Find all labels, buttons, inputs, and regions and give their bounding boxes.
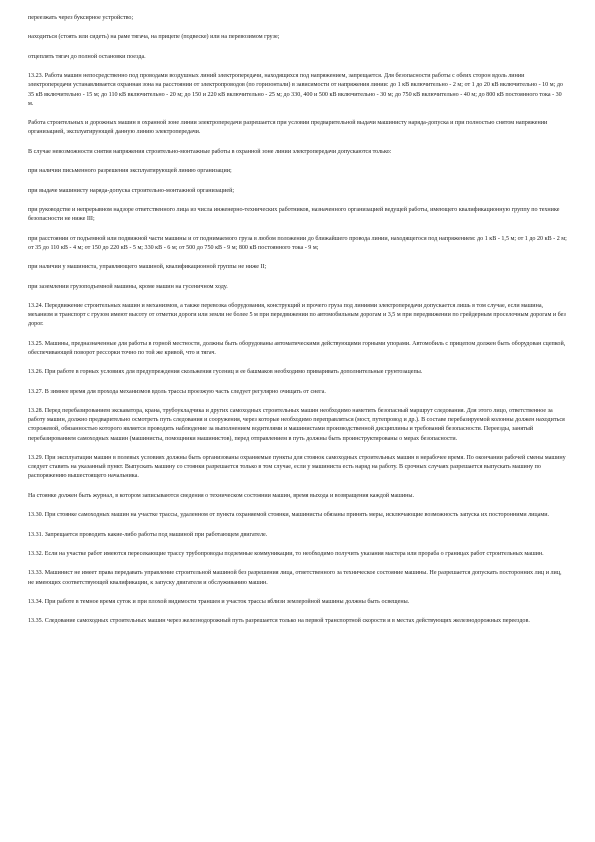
- document-paragraph: при расстоянии от подъемной или подвижной части машины и от поднимаемого груза в любом положении до ближайшего провода линии, находящегося под напряжением: до 1 кВ - 1,5 м; от 1 до 20 кВ - 2 м; от 35 до 110 кВ - 4 м; от 150 до 220 кВ - 5 м; 330 кВ - 6 м; от 500 до 750 кВ - 9 м; 800 кВ постоянного тока - 9 м;: [28, 235, 567, 251]
- document-paragraph: при руководстве и непрерывном надзоре ответственного лица из числа инженерно-технических работников, назначенного организацией ведущей работы, имеющего квалификационную группу по технике безопасности не ниже III;: [28, 206, 560, 223]
- section-13-27-paragraph: 13.27. В зимнее время для прохода механизмов вдоль трассы проезжую часть следует регулярно очищать от снега.: [28, 388, 326, 395]
- section-13-25-paragraph: 13.25. Машины, предназначенные для работы в горной местности, должны быть оборудованы автоматическими действующими горными упорами. Автомобиль с прицепом должен быть оборудован сцепкой, обеспечивающей поворот рессорки точно по той же кривой, что и тягач.: [28, 340, 566, 356]
- section-13-32-paragraph: 13.32. Если на участке работ имеются пересекающие трассу трубопроводы подземные коммуникации, то необходимо получить указания мастера или прораба о границах работ строительных машин.: [28, 551, 544, 558]
- document-paragraph: при наличии письменного разрешения эксплуатирующей линию организации;: [28, 168, 232, 175]
- section-13-28-paragraph: 13.28. Перед перебазированием экскаватора, крана, трубоукладчика и других самоходных строительных машин необходимо наметить безопасный маршрут следования. Для этого лицо, ответственное за работу машин, должно предварительно осмотреть путь следования и сооружения, через которые необходимо переправляться (мост, путепровод и др.). В составе перебазируемой колонны должен находиться сторожевой, обязанностью которого является проводить наблюдение за выполнением водителями и машинистами производственной дисциплины и требований безопасности. Переезды, занятый перебазированием самоходных машин (машинисты, помощники машинистов), перед отправлением в путь должны быть проинструктированы о мерах безопасности.: [28, 408, 565, 442]
- section-13-24-paragraph: 13.24. Передвижение строительных машин и механизмов, а также перевозка оборудования, конструкций и прочего груза под линиями электропередачи допускается лишь в том случае, если машина, механизм и транспорт с грузом имеют высоту от отметки дороги или земли не более 5 м при передвижении по автомобильным дорогам и 3,5 м при передвижении по грейдерным проселочным дорогам и без дорог.: [28, 302, 566, 328]
- document-paragraph: при наличии у машиниста, управляющего машиной, квалификационной группы не ниже II;: [28, 264, 267, 271]
- document-paragraph: отцеплять тягач до полной остановки поезда.: [28, 53, 146, 60]
- document-paragraph: при выдаче машинисту наряда-допуска строительно-монтажной организацией;: [28, 187, 235, 194]
- section-13-34-paragraph: 13.34. При работе в темное время суток и при плохой видимости траншея и участок трассы вблизи землеройной машины должны быть освещены.: [28, 599, 410, 606]
- document-paragraph: переезжать через буксирное устройство;: [28, 15, 134, 21]
- section-13-23-paragraph: 13.23. Работа машин непосредственно под проводами воздушных линий электропередачи, находящихся под напряжением, запрещается. Для безопасности работы с обеих сторон вдоль линии электропередачи устанавливается охранная зона на расстоянии от электропроводов (по горизонтали) в зависимости от напряжения линии: до 1 кВ включительно - 2 м; от 1 до 20 кВ включительно - 10 м; до 35 кВ включительно - 15 м; до 110 кВ включительно - 20 м; до 150 и 220 кВ включительно - 25 м; до 330, 400 и 500 кВ включительно - 30 м; до 750 кВ включительно - 40 м; до 800 кВ постоянного тока - 30 м.: [28, 73, 563, 107]
- section-13-30-paragraph: 13.30. При стоянке самоходных машин на участке трассы, удаленном от пункта охраняемой стоянки, машинисты обязаны принять меры, исключающие возможность запуска их посторонними лицами.: [28, 512, 550, 519]
- document-paragraph: при заземлении грузоподъемной машины, кроме машин на гусеничном ходу.: [28, 283, 228, 290]
- section-13-35-paragraph: 13.35. Следование самоходных строительных машин через железнодорожный путь разрешается только на первой транспортной скорости и в местах действующих железнодорожных переездов.: [28, 618, 530, 625]
- section-13-31-paragraph: 13.31. Запрещается проводить какие-либо работы под машиной при работающем двигателе.: [28, 531, 268, 538]
- document-paragraph: В случае невозможности снятия напряжения строительно-монтажные работы в охранной зоне линии электропередачи допускаются только:: [28, 148, 392, 155]
- document-paragraph: Работа строительных и дорожных машин в охранной зоне линии электропередачи разрешается при условии предварительной выдачи машинисту наряда-допуска и при полностью снятом напряжении организацией, эксплуатирующей данную линию электропередачи.: [28, 120, 548, 136]
- document-page: [28, 14, 568, 637]
- document-paragraph: находиться (стоять или сидеть) на раме тягача, на прицепе (подвеске) или на перевозимом грузе;: [28, 34, 280, 41]
- section-13-26-paragraph: 13.26. При работе в горных условиях для предупреждения скольжения гусениц и ее башмаков необходимо приваривать дополнительные грунтозацепы.: [28, 369, 423, 376]
- document-paragraph: На стоянке должен быть журнал, в котором записываются сведения о техническом состоянии машин, время выхода и возвращения каждой машины.: [28, 492, 415, 499]
- section-13-29-paragraph: 13.29. При эксплуатации машин в полевых условиях должны быть организованы охраняемые пункты для стоянок самоходных строительных машин в нерабочее время. По окончании рабочей смены машину следует ставить на указанный пункт. Выпускать машину со стоянки разрешается только в том случае, если у машиниста есть наряд на работу. В срочных случаях разрешается выпускать машину по распоряжению вышестоящего начальника.: [28, 455, 566, 480]
- section-13-33-paragraph: 13.33. Машинист не имеет права передавать управление строительной машиной без разрешения лица, ответственного за техническое состояние машины. Не разрешается допускать посторонних лиц и лиц, не имеющих соответствующей квалификации, к запуску двигателя и обслуживанию машин.: [28, 570, 562, 586]
